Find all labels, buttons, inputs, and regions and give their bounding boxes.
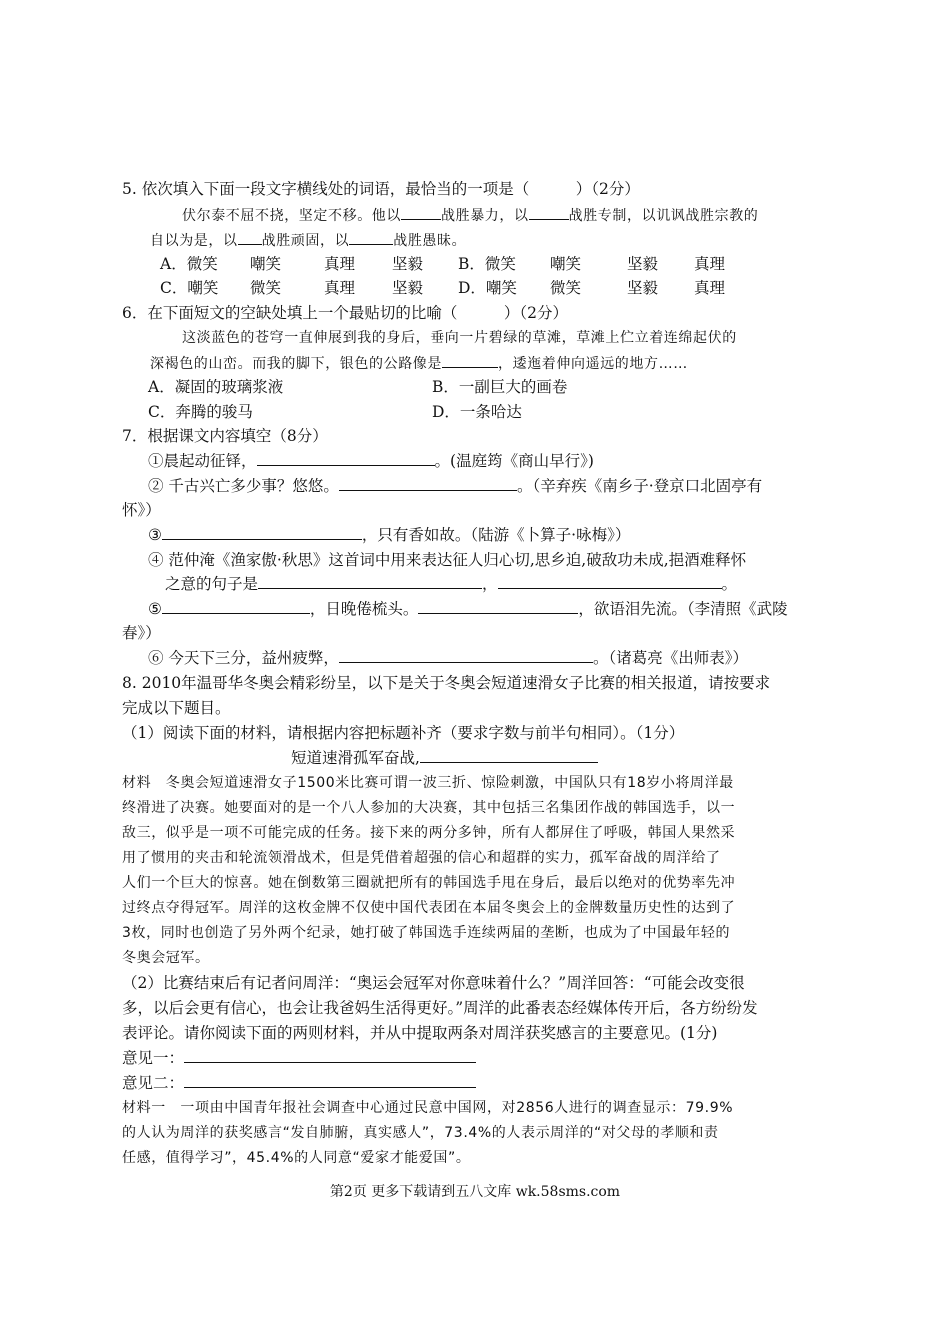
q8-sub1: （1）阅读下面的材料，请根据内容把标题补齐（要求字数与前半句相同）。（1分）	[122, 724, 685, 742]
q5-text: 战胜愚昧。	[393, 233, 467, 249]
q5-option-a-1[interactable]: A．微笑	[160, 255, 218, 273]
q6-stem: 6．在下面短文的空缺处填上一个最贴切的比喻（ ）（2分）	[122, 304, 568, 322]
q5-text: 自以为是，以	[150, 233, 238, 249]
q7-text: 之意的句子是	[165, 575, 259, 593]
q8-sub2-line2: 多，以后会更有信心，也会让我爸妈生活得更好。”周洋的此番表态经媒体传开后，各方纷纷发	[122, 999, 758, 1017]
q5-option-b-2: 嘲笑	[550, 255, 582, 273]
q7-text: ② 千古兴亡多少事？悠悠。	[148, 477, 339, 495]
q6-text: 深褐色的山峦。而我的脚下，银色的公路像是	[150, 356, 442, 372]
q8-title: 短道速滑孤军奋战,	[291, 749, 420, 767]
q5-blank-1[interactable]	[401, 204, 441, 220]
q8-sub2-line1: （2）比赛结束后有记者问周洋：“奥运会冠军对你意味着什么？”周洋回答：“可能会改变很	[122, 974, 745, 992]
q7-item-1	[148, 450, 594, 472]
q7-text: ③	[148, 526, 162, 544]
q7-text: ，	[482, 575, 498, 593]
q8-stem-line1: 8. 2010年温哥华冬奥会精彩纷呈，以下是关于冬奥会短道速滑女子比赛的相关报道，请按要求	[122, 674, 771, 692]
q6-option-c[interactable]: C．奔腾的骏马	[148, 403, 253, 421]
q7-item-4: ④ 范仲淹《渔家傲·秋思》这首词中用来表达征人归心切,思乡迫,破敌功未成,挹酒难释怀	[148, 551, 747, 569]
q7-blank[interactable]	[339, 647, 593, 663]
q7-item-2	[148, 475, 762, 497]
q6-option-b[interactable]: B．一副巨大的画卷	[432, 378, 568, 396]
q7-item-4-cont	[165, 573, 737, 595]
q7-text: ⑤	[148, 600, 162, 618]
q8-opinion-label: 意见一：	[122, 1049, 185, 1067]
q7-blank[interactable]	[258, 573, 482, 589]
q6-option-a[interactable]: A．凝固的玻璃浆液	[148, 378, 284, 396]
q7-text: ⑥ 今天下三分，益州疲弊，	[148, 649, 339, 667]
q7-text: ，日晚倦梳头。	[309, 600, 419, 618]
q5-blank-2[interactable]	[529, 204, 569, 220]
q8-opinion-1	[122, 1047, 476, 1069]
q5-text: 战胜顽固，以	[261, 233, 350, 249]
q7-blank[interactable]	[498, 573, 722, 589]
q5-option-d-4: 真理	[694, 279, 726, 297]
q7-blank[interactable]	[162, 598, 310, 614]
q7-stem: 7．根据课文内容填空（8分）	[122, 427, 328, 445]
q7-text: 。（诸葛亮《出师表》）	[592, 649, 748, 667]
q8-material-line8: 冬奥会冠军。	[122, 950, 210, 966]
q8-material-line3: 敌三，似乎是一项不可能完成的任务。接下来的两分多钟，所有人都屏住了呼吸，韩国人果然采	[122, 825, 736, 841]
q8-news-line2: 的人认为周洋的获奖感言“发自肺腑，真实感人”，73.4%的人表示周洋的“对父母的孝顺和责	[122, 1125, 719, 1141]
q5-option-c-1[interactable]: C．嘲笑	[160, 279, 219, 297]
q5-option-a-3: 真理	[324, 255, 356, 273]
q8-stem-line2: 完成以下题目。	[122, 699, 231, 717]
q5-option-d-2: 微笑	[550, 279, 582, 297]
q7-text: ，只有香如故。（陆游《卜算子·咏梅》）	[361, 526, 631, 544]
q5-text: 伏尔泰不屈不挠，坚定不移。他以	[182, 208, 401, 224]
q8-news-line1: 材料一 一项由中国青年报社会调查中心通过民意中国网，对2856人进行的调查显示：79.9%	[122, 1100, 734, 1116]
q7-text: 。（辛弃疾《南乡子·登京口北固亭有	[516, 477, 763, 495]
q8-opinion-2	[122, 1072, 476, 1094]
q8-title-line	[291, 747, 598, 769]
q7-text: ，欲语泪先流。（李清照《武陵	[578, 600, 788, 618]
q7-text: 。	[721, 575, 738, 593]
q8-material-line5: 人们一个巨大的惊喜。她在倒数第三圈就把所有的韩国选手甩在身后，最后以绝对的优势率先冲	[122, 875, 736, 891]
q6-text: ，逶迤着伸向遥远的地方……	[498, 356, 688, 372]
page-footer: 第2页 更多下载请到五八文库 wk.58sms.com	[329, 1184, 621, 1200]
q7-blank[interactable]	[339, 475, 517, 491]
q6-passage-line1: 这淡蓝色的苍穹一直伸展到我的身后，垂向一片碧绿的草滩，草滩上伫立着连绵起伏的	[182, 330, 737, 346]
q8-opinion-1-blank[interactable]	[184, 1047, 476, 1063]
q7-item-5-cont: 春》）	[122, 624, 161, 642]
q6-blank[interactable]	[442, 352, 498, 368]
q5-option-b-1[interactable]: B．微笑	[458, 255, 516, 273]
q7-item-5	[148, 598, 788, 620]
q7-blank[interactable]	[162, 524, 362, 540]
q5-option-d-3: 坚毅	[627, 279, 659, 297]
q8-material-line1: 材料 冬奥会短道速滑女子1500米比赛可谓一波三折、惊险刺激，中国队只有18岁小将周洋最	[122, 775, 734, 791]
q5-text: 战胜专制，以讥讽战胜宗教的	[568, 208, 759, 224]
q7-blank[interactable]	[418, 598, 578, 614]
q5-option-b-3: 坚毅	[627, 255, 659, 273]
q6-passage-line2	[150, 352, 688, 375]
q5-option-a-2: 嘲笑	[250, 255, 282, 273]
q5-blank-3[interactable]	[238, 229, 262, 245]
q7-item-3	[148, 524, 630, 546]
q5-stem: 5. 依次填入下面一段文字横线处的词语，最恰当的一项是（ ）（2分）	[122, 180, 640, 198]
q5-option-c-2: 微笑	[250, 279, 282, 297]
q5-passage-line1	[182, 204, 758, 227]
q8-material-line4: 用了惯用的夹击和轮流领滑战术，但是凭借着超强的信心和超群的实力，孤军奋战的周洋给了	[122, 850, 721, 866]
q7-item-2-cont: 怀》）	[122, 501, 161, 519]
q5-option-d-1[interactable]: D．嘲笑	[458, 279, 517, 297]
q8-opinion-2-blank[interactable]	[184, 1072, 476, 1088]
q8-opinion-label: 意见二：	[122, 1074, 185, 1092]
q8-material-line7: 3枚，同时也创造了另外两个纪录，她打破了韩国选手连续两届的垄断，也成为了中国最年轻的	[122, 925, 731, 941]
q7-item-6	[148, 647, 748, 669]
q7-blank[interactable]	[257, 450, 435, 466]
q6-option-d[interactable]: D．一条哈达	[432, 403, 522, 421]
q5-blank-4[interactable]	[349, 229, 393, 245]
q5-option-b-4: 真理	[694, 255, 726, 273]
q5-option-c-3: 真理	[324, 279, 356, 297]
q8-material-line6: 过终点夺得冠军。周洋的这枚金牌不仅使中国代表团在本届冬奥会上的金牌数量历史性的达到了	[122, 900, 736, 916]
q5-option-c-4: 坚毅	[392, 279, 424, 297]
q8-sub2-line3: 表评论。请你阅读下面的两则材料，并从中提取两条对周洋获奖感言的主要意见。(1分)	[122, 1024, 718, 1042]
q5-passage-line2	[150, 229, 466, 252]
q8-material-line2: 终滑进了决赛。她要面对的是一个八人参加的大决赛，其中包括三名集团作战的韩国选手，以一	[122, 800, 736, 816]
q5-option-a-4: 坚毅	[392, 255, 424, 273]
q8-news-line3: 任感，值得学习”，45.4%的人同意“爱家才能爱国”。	[122, 1150, 471, 1166]
q7-text: 。(温庭筠《商山早行》)	[434, 452, 594, 470]
q5-text: 战胜暴力，以	[441, 208, 529, 224]
q8-title-blank[interactable]	[420, 747, 598, 763]
q7-text: ①晨起动征铎，	[148, 452, 257, 470]
